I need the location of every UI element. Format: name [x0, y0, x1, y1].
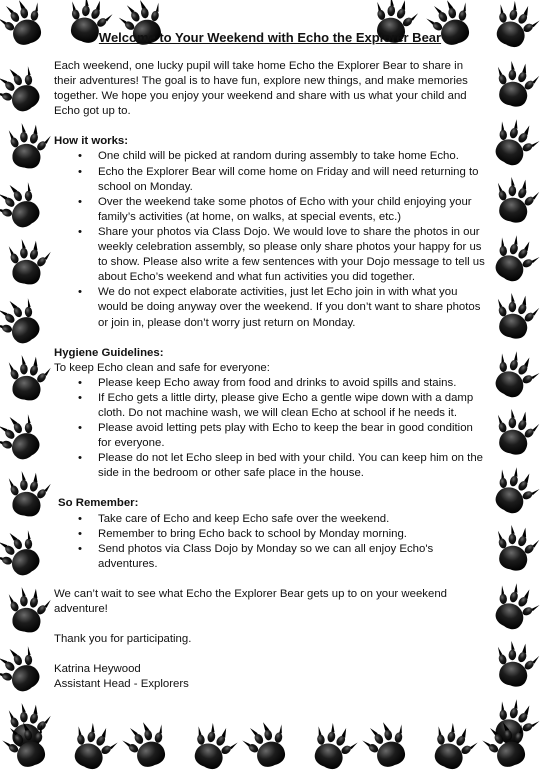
letter-title: Welcome to Your Weekend with Echo the Explorer Bear — [98, 30, 442, 45]
closing-paragraph: We can’t wait to see what Echo the Explorer Bear gets up to on your weekend adventure! — [54, 587, 447, 615]
bear-paw-icon — [489, 405, 540, 459]
list-item: • Over the weekend take some photos of Echo with your child enjoying your family’s activities (at home, on walks, at special events, etc.) — [54, 195, 486, 225]
how-it-works-list — [54, 149, 486, 330]
intro-paragraph: Each weekend, one lucky pupil will take home Echo the Explorer Bear to share in their adventures! The goal is to have fun, explore new things, and make memories together. We hope you enjoy your weekend and share with us what your child and Echo got up to. — [54, 60, 468, 118]
bear-paw-icon — [184, 717, 241, 775]
remember-list — [54, 512, 486, 572]
list-item: • Please avoid letting pets play with Echo to keep the bear in good condition for everyone. — [54, 421, 486, 451]
bear-paw-icon — [0, 640, 49, 701]
bear-paw-icon — [359, 717, 414, 773]
list-item: • Send photos via Class Dojo by Monday so we can all enjoy Echo's adventures. — [54, 542, 486, 572]
list-item: • One child will be picked at random during assembly to take home Echo. — [54, 149, 486, 164]
bear-paw-icon — [3, 352, 52, 403]
bear-paw-icon — [489, 637, 540, 691]
signature-role: Assistant Head - Explorers — [54, 678, 189, 691]
bear-paw-icon — [0, 524, 49, 585]
bear-paw-icon — [485, 345, 540, 405]
bear-paw-icon — [0, 176, 49, 237]
list-item: • If Echo gets a little dirty, please give Echo a gentle wipe down with a damp cloth. Do not machine wash, we will clean Echo at school if he needs it. — [54, 391, 486, 421]
bear-paw-icon — [3, 236, 52, 287]
bear-paw-icon — [489, 57, 540, 111]
remember-heading: So Remember: — [58, 497, 139, 510]
list-item: • Take care of Echo and keep Echo safe over the weekend. — [54, 512, 486, 527]
how-it-works-heading: How it works: — [54, 135, 129, 148]
bear-paw-icon — [486, 0, 540, 53]
bear-paw-icon — [3, 584, 52, 635]
bear-paw-icon — [0, 0, 50, 51]
hygiene-intro: To keep Echo clean and safe for everyone: — [54, 361, 270, 374]
list-item: • Echo the Explorer Bear will come home on Friday and will need returning to school on Monday. — [54, 165, 486, 195]
thanks-line: Thank you for participating. — [54, 633, 192, 646]
hygiene-list — [54, 376, 486, 482]
bear-paw-icon — [239, 717, 294, 773]
bear-paw-icon — [485, 577, 540, 637]
list-item: • Please do not let Echo sleep in bed with your child. You can keep him on the side in the bedroom or other safe place in the house. — [54, 451, 486, 481]
bear-paw-icon — [489, 289, 540, 343]
bear-paw-icon — [485, 113, 540, 173]
bear-paw-icon — [3, 468, 52, 519]
bear-paw-icon — [489, 173, 540, 227]
bear-paw-icon — [424, 717, 481, 775]
bear-paw-icon — [489, 521, 540, 575]
bear-paw-icon — [64, 717, 121, 775]
list-item: • Remember to bring Echo back to school by Monday morning. — [54, 527, 486, 542]
bear-paw-icon — [0, 292, 49, 353]
list-item: • We do not expect elaborate activities, just let Echo join in with what you would be doing anyway over the weekend. If you don’t want to share photos or join in, please don’t worry just return on Monday. — [54, 285, 486, 330]
letter-body — [54, 29, 486, 692]
bear-paw-icon — [0, 408, 49, 469]
bear-paw-icon — [485, 461, 540, 521]
bear-paw-icon — [3, 120, 52, 171]
list-item: • Share your photos via Class Dojo. We would love to share the photos in our weekly celebration assembly, so please only share photos your happy for us to show. Please also write a few sentences with your Dojo message to tell us about Echo’s weekend and what fun activities you did together. — [54, 225, 486, 285]
signature-name: Katrina Heywood — [54, 663, 141, 676]
hygiene-heading: Hygiene Guidelines: — [54, 346, 164, 359]
bear-paw-icon — [485, 229, 540, 289]
bear-paw-icon — [119, 717, 174, 773]
bear-paw-icon — [0, 60, 49, 121]
list-item: • Please keep Echo away from food and drinks to avoid spills and stains. — [54, 376, 486, 391]
bear-paw-icon — [304, 717, 361, 775]
